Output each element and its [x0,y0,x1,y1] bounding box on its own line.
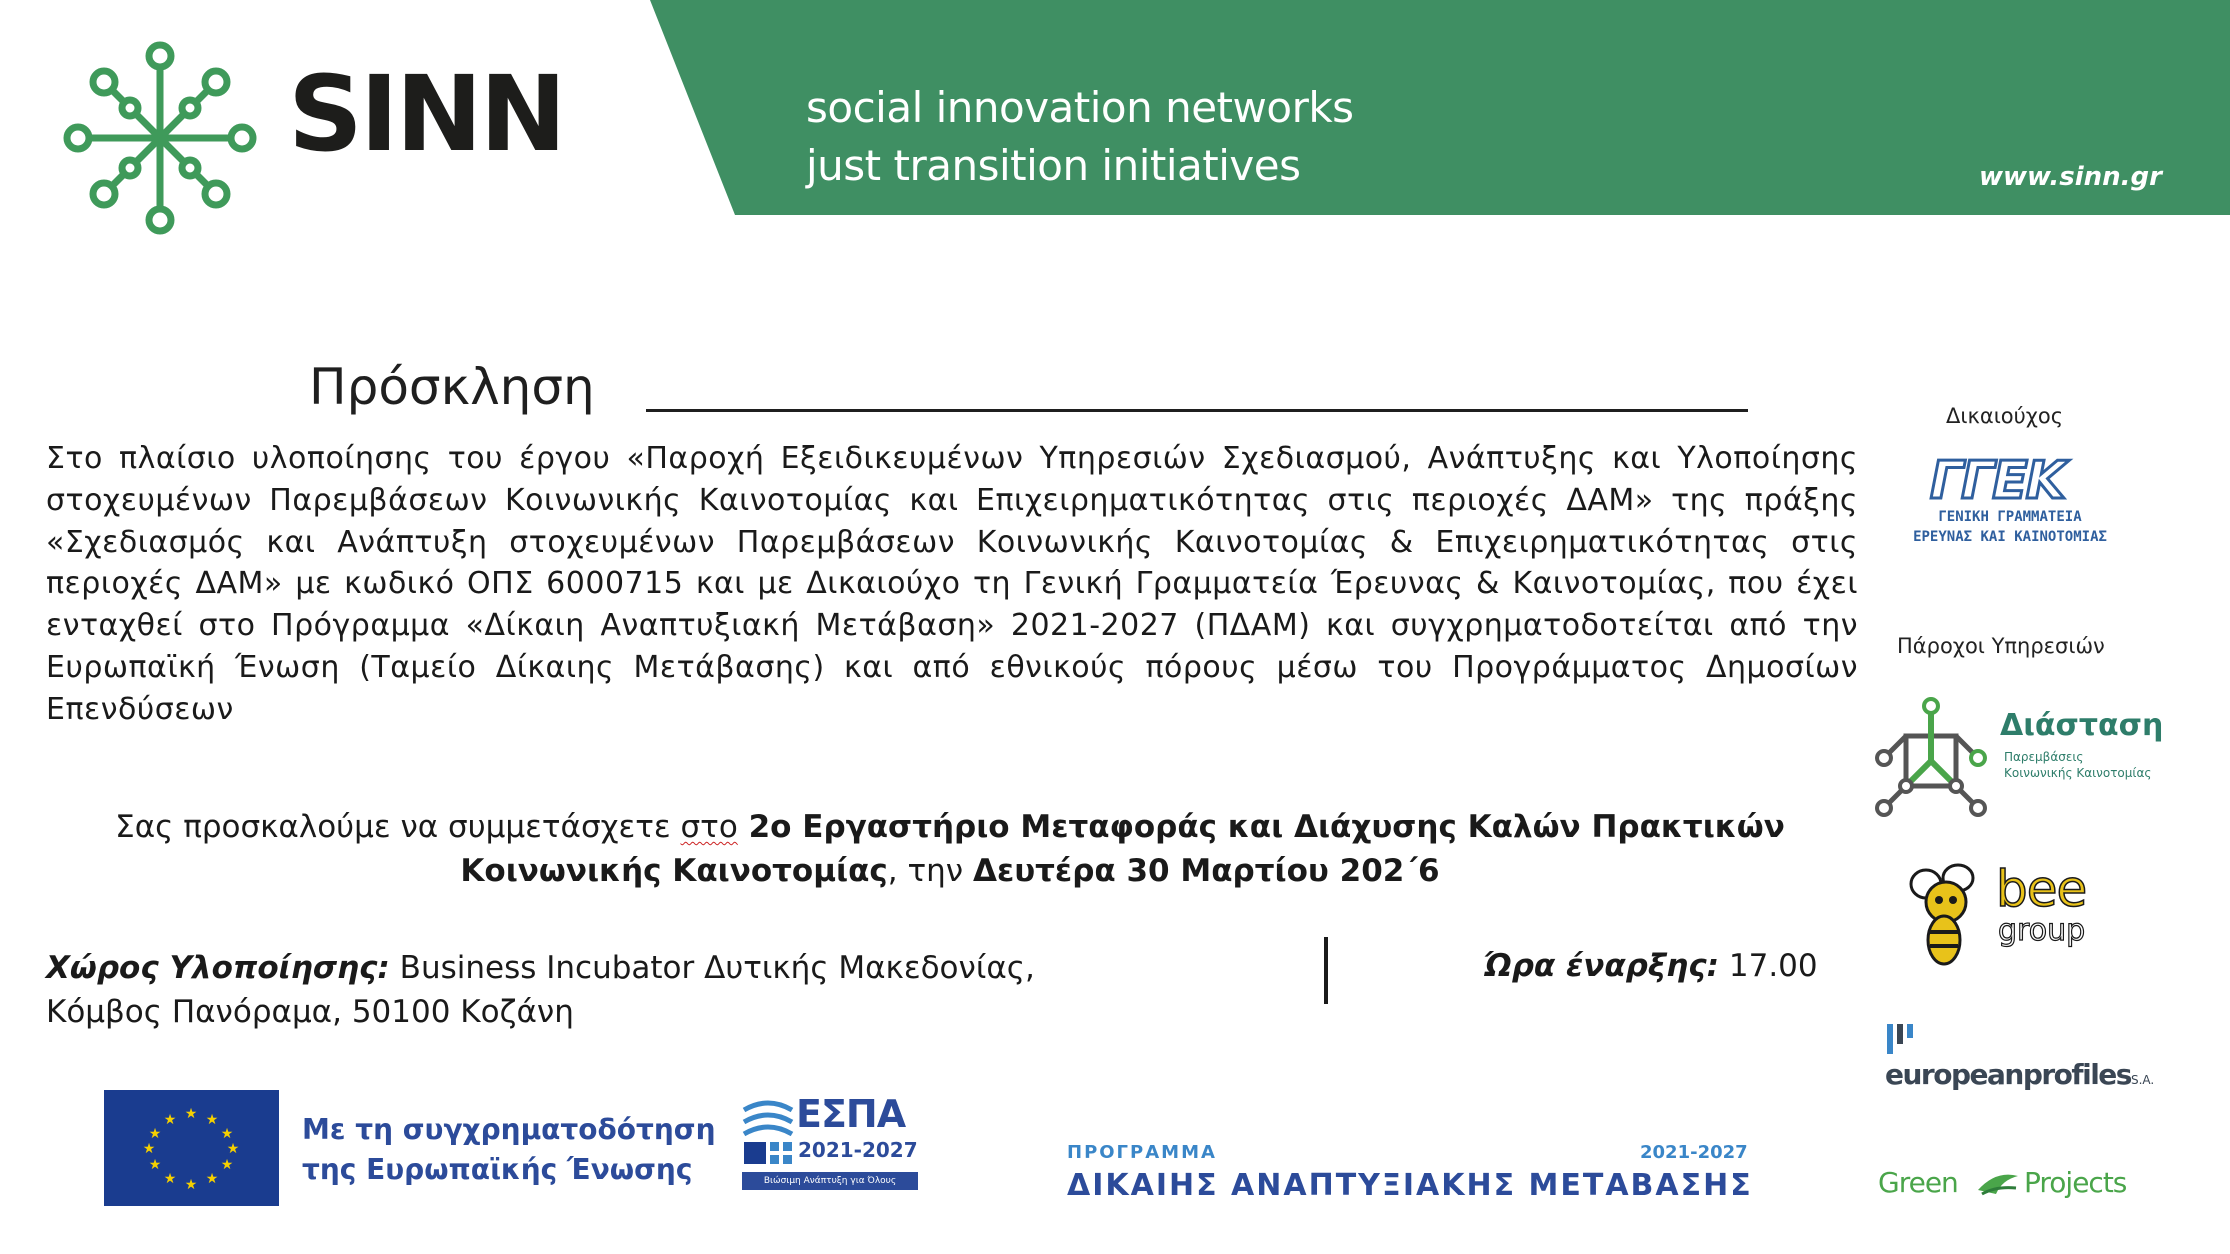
invite-day-prefix: , την [887,853,973,889]
diastasi-logo [1866,696,2166,826]
event-date: Δευτέρα 30 Μαρτίου 202΄6 [972,853,1440,889]
greek-eu-flags-icon [744,1142,792,1164]
pdam-years: 2021-2027 [1640,1142,1748,1163]
start-time-block [1484,944,1818,988]
svg-text:★: ★ [184,1177,198,1193]
svg-text:★: ★ [220,1157,234,1173]
svg-text:★: ★ [142,1141,156,1157]
sinn-wordmark: SINN [288,53,564,175]
bee-group-word: group [1998,913,2086,948]
tagline-line2: just transition initiatives [806,141,1301,190]
eu-line1: Με τη συγχρηματοδότηση [302,1113,716,1146]
venue-label: Χώρος Υλοποίησης: [46,950,390,986]
venue-block [46,946,1246,1034]
ep-name: europeanprofiles [1885,1058,2131,1091]
gsri-line1: ΓΕΝΙΚΗ ΓΡΑΜΜΑΤΕΙΑ [1938,509,2082,525]
ep-suffix: S.A. [2130,1073,2155,1087]
espa-waves-icon [742,1096,794,1140]
eu-cofunding-text [302,1110,716,1190]
invite-intro: Σας προσκαλούμε να συμμετάσχετε [115,809,681,845]
providers-label: Πάροχοι Υπηρεσιών [1897,634,2105,658]
svg-text:★: ★ [205,1171,219,1187]
title-underline [646,409,1748,412]
invitation-text [60,805,1840,893]
gsri-logo [1905,451,2115,551]
gsri-abbr: ΓΓΕΚ [1930,451,2065,511]
sinn-logo-icon [60,38,260,238]
espa-logo [740,1092,920,1202]
event-name: 2ο Εργαστήριο Μεταφοράς και Διάχυσης Καλών Πρακτικών Κοινωνικής Καινοτομίας [460,809,1785,889]
website-link[interactable]: www.sinn.gr [1979,162,2162,192]
vertical-divider [1324,937,1328,1004]
svg-text:★: ★ [148,1157,162,1173]
venue-line2: Κόμβος Πανόραμα, 50100 Κοζάνη [46,994,574,1030]
page-title: Πρόσκληση [309,358,595,416]
intro-paragraph: Στο πλαίσιο υλοποίησης του έργου «Παροχή Εξειδικευμένων Υπηρεσιών Σχεδιασμού, Ανάπτυξης και Υλοποίησης στοχευμένων Παρεμβάσεων Κοινωνικής Καινοτομίας και Επιχειρηματικότητας στις περιοχές ΔΑΜ» της πράξης «Σχεδιασμός και Ανάπτυξη στοχευμένων Παρεμβάσεων Κοινωνικής Καινοτομίας & Επιχειρηματικότητας στις περιοχές ΔΑΜ» με κωδικό ΟΠΣ 6000715 και με Δικαιούχο τη Γενική Γραμματεία Έρευνας & Καινοτομίας, που έχει ενταχθεί στο Πρόγραμμα «Δίκαιη Αναπτυξιακή Μετάβαση» 2021-2027 (ΠΔΑΜ) και συγχρηματοδοτείται από την Ευρωπαϊκή Ένωση (Ταμείο Δίκαιης Μετάβασης) και από εθνικούς πόρους μέσω του Προγράμματος Δημοσίων Επενδύσεων [46,441,1858,727]
eu-line2: της Ευρωπαϊκής Ένωσης [302,1153,693,1186]
invite-sto: στο [680,809,738,845]
gsri-line2: ΕΡΕΥΝΑΣ ΚΑΙ ΚΑΙΝΟΤΟΜΙΑΣ [1913,529,2107,545]
start-time-label: Ώρα έναρξης: [1484,948,1720,984]
ep-mark-icon [1885,1022,1915,1056]
tagline-line1: social innovation networks [806,83,1354,132]
pdam-program-label: ΠΡΟΓΡΑΜΜΑ [1067,1142,1217,1163]
green-word: Green [1878,1166,1958,1199]
diastasi-name: Διάσταση [2000,708,2164,743]
start-time-value: 17.00 [1719,948,1818,984]
diastasi-cube-icon [1866,696,1996,826]
venue-line1: Business Incubator Δυτικής Μακεδονίας, [389,950,1035,986]
diastasi-sub2: Κοινωνικής Καινοτομίας [2004,766,2152,780]
espa-slogan: Βιώσιμη Ανάπτυξη για Όλους [742,1172,918,1190]
beegroup-logo [1906,862,2106,972]
svg-text:★: ★ [148,1126,162,1142]
espa-word: ΕΣΠΑ [796,1092,906,1136]
eu-flag-icon [104,1090,279,1206]
europeanprofiles-logo [1885,1022,2155,1102]
bee-word: bee [1996,860,2087,918]
bee-icon [1906,862,1996,972]
ep-wordmark [1885,1058,2154,1091]
svg-text:★: ★ [163,1171,177,1187]
svg-text:★: ★ [226,1141,240,1157]
projects-word: Projects [2024,1166,2127,1199]
leaf-arrow-icon [1976,1168,2020,1198]
svg-text:★: ★ [184,1106,198,1122]
greenprojects-logo [1876,1160,2166,1210]
svg-text:★: ★ [205,1112,219,1128]
svg-text:★: ★ [163,1112,177,1128]
beneficiary-label: Δικαιούχος [1946,404,2064,428]
espa-years: 2021-2027 [798,1138,918,1162]
pdam-program-name: ΔΙΚΑΙΗΣ ΑΝΑΠΤΥΞΙΑΚΗΣ ΜΕΤΑΒΑΣΗΣ [1067,1168,1753,1203]
svg-text:★: ★ [220,1126,234,1142]
diastasi-sub1: Παρεμβάσεις [2004,750,2084,764]
